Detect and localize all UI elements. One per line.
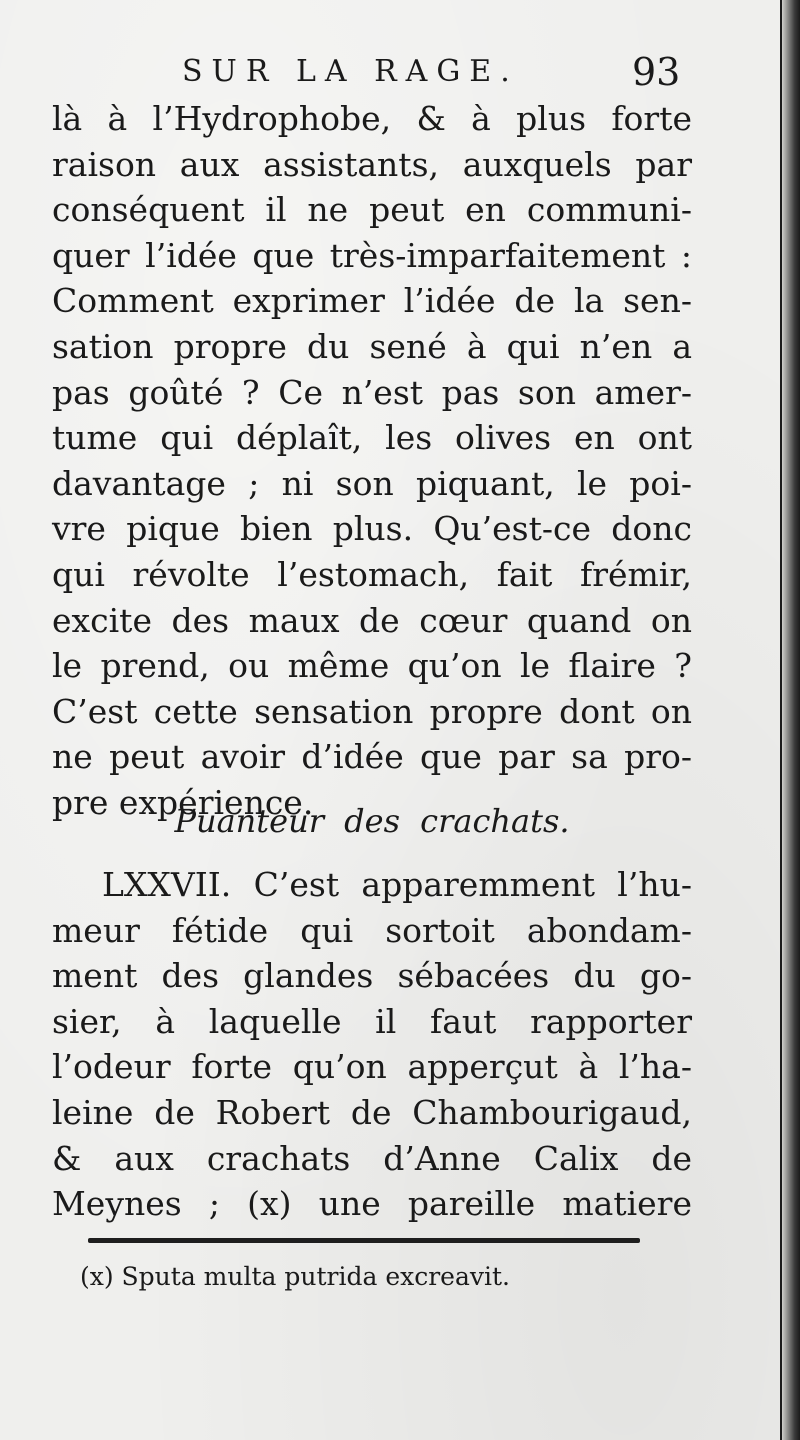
text-line: ment des glandes sébacées du go- (52, 956, 692, 996)
paragraph-continued (52, 96, 692, 826)
page-header (0, 50, 780, 100)
text-line: vre pique bien plus. Qu’est-ce donc (52, 509, 692, 549)
text-line: qui révolte l’estomach, fait frémir, (52, 554, 692, 594)
text-line: Meynes ; (x) une pareille matiere (52, 1184, 692, 1224)
text-line: Comment exprimer l’idée de la sen- (52, 281, 692, 321)
text-line: C’est cette sensation propre dont on (52, 691, 692, 731)
text-line: davantage ; ni son piquant, le poi- (52, 463, 692, 503)
text-line: LXXVII. C’est apparemment l’hu- (102, 865, 692, 904)
text-line: pre expérience. (52, 782, 314, 822)
text-line: le prend, ou même qu’on le flaire ? (52, 646, 692, 686)
page-number: 93 (632, 50, 681, 94)
text-line: & aux crachats d’Anne Calix de (52, 1138, 692, 1178)
page-edge-shadow (782, 0, 800, 1440)
text-line: l’odeur forte qu’on apperçut à l’ha- (52, 1047, 692, 1087)
text-line: excite des maux de cœur quand on (52, 600, 692, 640)
running-title: SUR LA RAGE. (182, 54, 519, 89)
text-line: sier, à laquelle il faut rapporter (52, 1001, 692, 1041)
text-line: quer l’idée que très-imparfaitement : (52, 235, 692, 275)
footnote-rule (88, 1238, 640, 1243)
text-line: leine de Robert de Chambourigaud, (52, 1092, 692, 1132)
footnote: (x) Sputa multa putrida excreavit. (80, 1262, 510, 1291)
section-heading: Puanteur des crachats. (174, 802, 570, 840)
text-line: ne peut avoir d’idée que par sa pro- (52, 737, 692, 777)
text-line: tume qui déplaît, les olives en ont (52, 418, 692, 458)
text-line: pas goûté ? Ce n’est pas son amer- (52, 372, 692, 412)
text-line: conséquent il ne peut en communi- (52, 190, 692, 230)
text-line: meur fétide qui sortoit abondam- (52, 910, 692, 950)
paragraph-lxxvii (52, 862, 692, 1227)
text-line: là à l’Hydrophobe, & à plus forte (52, 99, 692, 138)
text-line: sation propre du sené à qui n’en a (52, 326, 692, 366)
text-line: raison aux assistants, auxquels par (52, 144, 692, 184)
